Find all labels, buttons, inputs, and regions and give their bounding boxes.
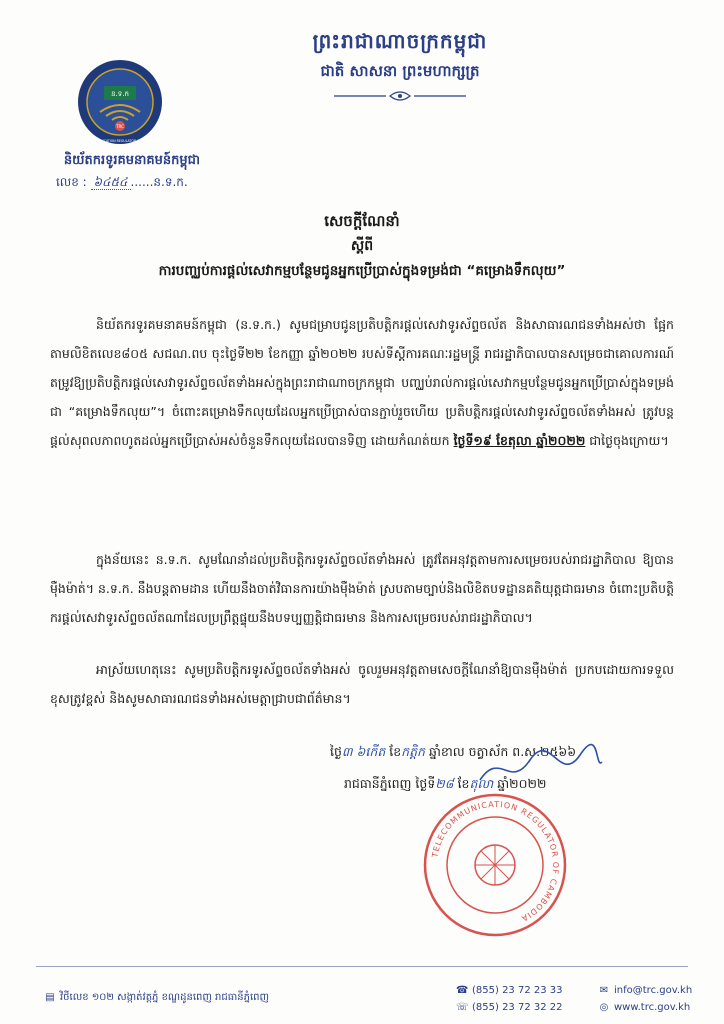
- trc-logo: [76, 58, 164, 146]
- paragraph-1-end: ជាថ្ងៃចុងក្រោយ។: [589, 433, 669, 448]
- document-title: សេចក្តីណែនាំ: [324, 212, 400, 230]
- building-icon: ▤: [45, 992, 55, 1003]
- kingdom-heading: ព្រះរាជាណាចក្រកម្ពុជា: [312, 29, 488, 53]
- lunar-day-handwritten: ៣ ៦កើត: [341, 744, 386, 759]
- footer-phones: [456, 982, 563, 1016]
- lunar-month-label: ខែ: [389, 744, 402, 759]
- website-link[interactable]: www.trc.gov.kh: [614, 1002, 691, 1013]
- national-motto: ជាតិ សាសនា ព្រះមហាក្សត្រ: [320, 62, 480, 80]
- paragraph-2-text: ក្នុងន័យនេះ ន.ទ.ក. សូមណែនាំដល់ប្រតិបត្តិករទូរស័ព្ទចល័តទាំងអស់ ត្រូវតែអនុវត្តតាមការសម្រេចរបស់រាជរដ្ឋាភិបាល ឱ្យបានម៉ឺងម៉ាត់។ ន.ទ.ក. នឹងបន្តតាមដាន ហើយនឹងចាត់វិធានការយ៉ាងម៉ឺងម៉ាត់ ស្របតាមច្បាប់និងលិខិតបទដ្ឋានគតិយុត្តជាធរមាន ចំពោះប្រតិបត្តិករផ្តល់សេវាទូរស័ព្ទចល័តណាដែលប្រព្រឹត្តផ្ទុយនឹងបទប្បញ្ញត្តិជាធរមាន និងការសម្រេចរបស់រាជរដ្ឋាភិបាល។: [50, 552, 674, 625]
- ornament-divider-icon: [330, 88, 470, 104]
- paragraph-3: [50, 655, 674, 713]
- reference-label: លេខ :: [56, 175, 87, 189]
- official-seal-icon: [420, 790, 570, 940]
- place-prefix: រាជធានីភ្នំពេញ ថ្ងៃទី: [344, 776, 436, 791]
- paragraph-1-text: និយ័តករទូរគមនាគមន៍កម្ពុជា (ន.ទ.ក.) សូមជម្រាបជូនប្រតិបត្តិករផ្តល់សេវាទូរស័ព្ទចល័ត និងសាធារណជនទាំងអស់ថា ផ្អែកតាមលិខិតលេខ៨០៥ សជណ.ពប ចុះថ្ងៃទី២២ ខែកញ្ញា ឆ្នាំ២០២២ របស់ទីស្តីការគណៈរដ្ឋមន្ត្រី រាជរដ្ឋាភិបាលបានសម្រេចជាគោលការណ៍តម្រូវឱ្យប្រតិបត្តិករផ្តល់សេវាទូរស័ព្ទចល័តទាំងអស់ក្នុងព្រះរាជាណាចក្រកម្ពុជា បញ្ឈប់រាល់ការផ្តល់សេវាកម្មបន្ថែមជូនអ្នកប្រើប្រាស់ក្នុងទម្រង់ជា “គម្រោងទឹកលុយ”។ ចំពោះគម្រោងទឹកលុយដែលអ្នកប្រើប្រាស់បានភ្ជាប់រួចហើយ ប្រតិបត្តិករផ្តល់សេវាទូរស័ព្ទចល័តទាំងអស់ ត្រូវបន្តផ្តល់សុពលភាពហូតដល់អ្នកប្រើប្រាស់អស់ចំនួនទឹកលុយដែលបានទិញ ដោយកំណត់យក: [50, 317, 674, 448]
- document-subject: ការបញ្ឈប់ការផ្តល់សេវាកម្មបន្ថែមជូនអ្នកប្រើប្រាស់ក្នុងទម្រង់ជា “គម្រោងទឹកលុយ”: [158, 263, 566, 279]
- paragraph-1: [50, 310, 674, 455]
- lunar-prefix: ថ្ងៃ: [330, 744, 342, 759]
- document-about: ស្តីពី: [350, 238, 374, 254]
- year: ឆ្នាំ២០២២: [497, 776, 547, 791]
- deadline-date: ថ្ងៃទី១៩ ខែតុលា ឆ្នាំ២០២២: [453, 433, 586, 448]
- reference-handwritten-number: ៦៤៥៤: [91, 175, 131, 190]
- email-link[interactable]: info@trc.gov.kh: [614, 985, 693, 996]
- lunar-year: ឆ្នាំខាល ចត្វាស័ក ព.ស.២៥៦៦: [428, 744, 577, 759]
- organization-name: និយ័តករទូរគមនាគមន៍កម្ពុជា: [63, 153, 201, 168]
- email-icon: ✉: [599, 985, 609, 996]
- fax-icon: ☏: [456, 1002, 469, 1013]
- reference-suffix: ......ន.ទ.ក.: [130, 175, 188, 189]
- reference-number: [56, 174, 188, 192]
- globe-icon: ◎: [599, 1002, 609, 1013]
- svg-text:ន.ទ.ក: ន.ទ.ក: [111, 90, 129, 98]
- paragraph-2: [50, 545, 674, 632]
- seal-ring-text: TELECOMMUNICATION REGULATOR OF CAMBODIA: [430, 799, 561, 924]
- logo-badge: TRC: [116, 124, 124, 129]
- month-label: ខែ: [457, 776, 470, 791]
- lunar-month-handwritten: កត្តិក: [401, 744, 425, 759]
- footer-address: [44, 990, 269, 1005]
- paragraph-3-text: អាស្រ័យហេតុនេះ សូមប្រតិបត្តិករទូរស័ព្ទចល័តទាំងអស់ ចូលរួមអនុវត្តតាមសេចក្តីណែនាំឱ្យបានម៉ឺងម៉ាត់ ប្រកបដោយការទទួលខុសត្រូវខ្ពស់ និងសូមសាធារណជនទាំងអស់មេត្តាជ្រាបជាព័ត៌មាន។: [50, 662, 674, 706]
- month-handwritten: តុលា: [469, 776, 494, 791]
- phone-icon: ☎: [456, 985, 469, 996]
- footer-contacts: [598, 982, 692, 1016]
- phone-2: (855) 23 72 32 22: [472, 1002, 563, 1013]
- footer-divider: [36, 966, 688, 967]
- address-text: វិថីលេខ ១០២ សង្កាត់វត្តភ្នំ ខណ្ឌដូនពេញ រាជធានីភ្នំពេញ: [60, 992, 270, 1003]
- day-handwritten: ២៨: [435, 776, 454, 791]
- logo-ring-text: TELECOMMUNICATION REGULATOR OF CAMBODIA: [80, 139, 160, 143]
- phone-1: (855) 23 72 23 33: [472, 985, 563, 996]
